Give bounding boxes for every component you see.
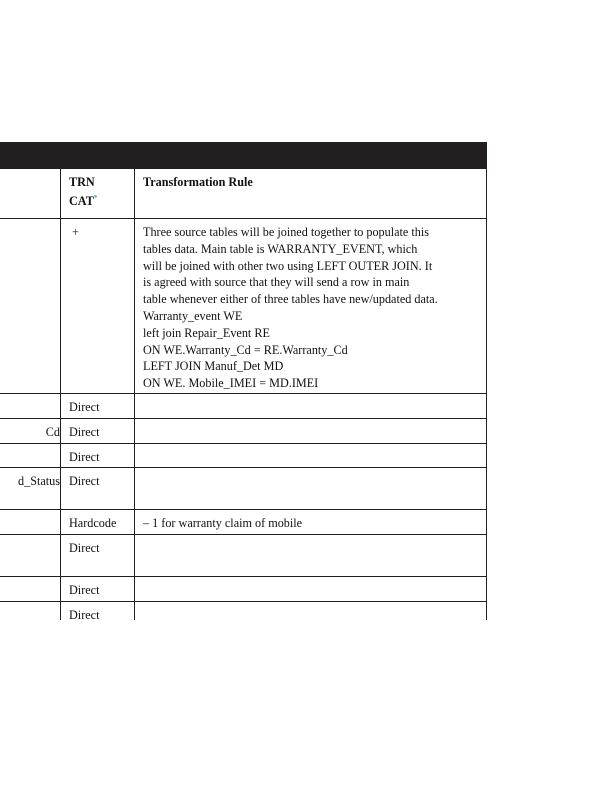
trn-cat-cell: Direct	[69, 400, 100, 414]
trn-cat-cell: Direct	[69, 608, 100, 620]
rule-cell	[134, 468, 486, 509]
field-cell	[0, 577, 60, 601]
field-cell	[0, 419, 60, 443]
field-cell	[0, 444, 60, 467]
field-cell	[0, 510, 60, 534]
field-cell	[0, 468, 60, 509]
table-header-row	[0, 169, 487, 219]
table-row	[0, 468, 487, 510]
trn-cat-cell: Hardcode	[69, 516, 117, 530]
rule-cell	[134, 602, 486, 620]
header-transformation-rule: Transformation Rule	[143, 175, 253, 189]
trn-cat-cell: Direct	[69, 583, 100, 597]
rule-line: LEFT JOIN Manuf_Det MD	[143, 359, 284, 374]
table-row	[0, 219, 487, 394]
table-row	[0, 510, 487, 535]
header-trn-cat-line-2	[69, 192, 134, 211]
field-cell	[0, 394, 60, 418]
header-trn-cat-line-2-text: CAT	[69, 194, 94, 208]
rule-line: is agreed with source that they will send a row in main	[143, 275, 410, 290]
rule-line: Three source tables will be joined together to populate this	[143, 225, 429, 239]
table-row	[0, 394, 487, 419]
table-right-border	[486, 169, 487, 620]
trn-cat-cell: Direct	[69, 425, 100, 439]
table-row	[0, 602, 487, 620]
rule-cell	[134, 577, 486, 601]
table-title-bar	[0, 142, 487, 169]
rule-line: ON WE.Warranty_Cd = RE.Warranty_Cd	[143, 342, 348, 357]
trn-cat-cell: Direct	[69, 450, 100, 464]
rule-line: left join Repair_Event RE	[143, 325, 270, 340]
header-field-cell	[0, 169, 60, 218]
table-row	[0, 577, 487, 602]
trn-cat-cell: Direct	[69, 541, 100, 555]
table-row	[0, 535, 487, 577]
rule-line: will be joined with other two using LEFT OUTER JOIN. It	[143, 258, 433, 273]
table-row	[0, 444, 487, 468]
field-cell	[0, 602, 60, 620]
field-name: d_Status	[18, 474, 60, 488]
field-name: Cd	[45, 425, 60, 439]
transformation-table	[0, 169, 487, 620]
column-divider	[60, 169, 61, 620]
rule-line: ON WE. Mobile_IMEI = MD.IMEI	[143, 376, 319, 391]
header-trn-cat	[60, 169, 134, 218]
rule-cell	[134, 394, 486, 418]
table-row	[0, 419, 487, 444]
rule-line: table whenever either of three tables have new/updated data.	[143, 292, 438, 307]
field-cell	[0, 535, 60, 576]
rule-line: tables data. Main table is WARRANTY_EVENT, which	[143, 241, 418, 256]
rule-line: Warranty_event WE	[143, 308, 243, 323]
field-cell	[0, 219, 60, 393]
footnote-marker: *	[93, 193, 98, 202]
trn-cat-cell: Direct	[69, 474, 100, 488]
rule-cell: – 1 for warranty claim of mobile	[143, 516, 303, 530]
rule-cell	[134, 444, 486, 467]
trn-cat-cell: +	[72, 225, 79, 239]
rule-cell	[134, 535, 486, 576]
header-trn-cat-line-1: TRN	[69, 175, 95, 189]
rule-cell	[134, 419, 486, 443]
rule-cell	[134, 219, 486, 393]
column-divider	[134, 169, 135, 620]
